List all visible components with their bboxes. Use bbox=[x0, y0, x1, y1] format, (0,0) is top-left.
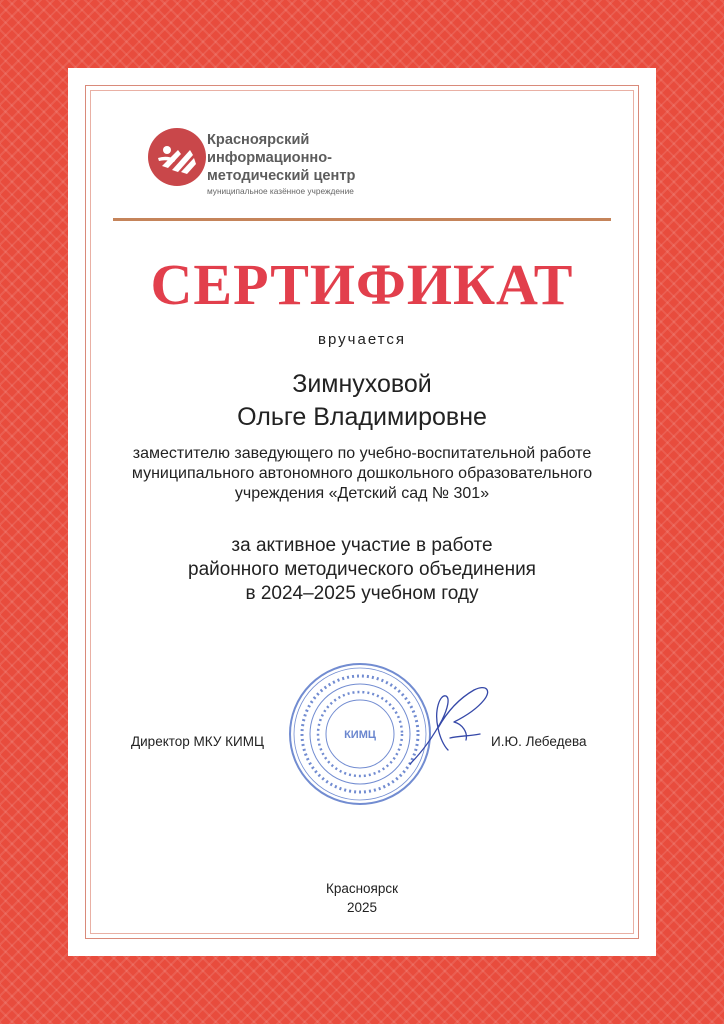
recipient-surname: Зимнуховой bbox=[292, 370, 432, 398]
position-line-2: муниципального автономного дошкольного образовательного bbox=[131, 465, 593, 482]
signatory-title: Директор МКУ КИМЦ bbox=[131, 734, 264, 749]
issue-year: 2025 bbox=[346, 900, 378, 915]
logo-subtitle: муниципальное казённое учреждение bbox=[207, 186, 354, 196]
issue-city: Красноярск bbox=[325, 881, 399, 896]
reason-line-3: в 2024–2025 учебном году bbox=[245, 583, 479, 604]
logo-name-line-3: методический центр bbox=[207, 168, 356, 184]
recipient-name bbox=[0, 368, 724, 434]
recipient-position bbox=[60, 444, 664, 504]
award-reason bbox=[60, 534, 664, 606]
issue-place-date bbox=[0, 879, 724, 917]
certificate-title: СЕРТИФИКАТ bbox=[150, 252, 574, 317]
reason-line-2: районного методического объединения bbox=[188, 559, 536, 580]
reason-line-1: за активное участие в работе bbox=[231, 535, 493, 556]
stamp-center-text: КИМЦ bbox=[344, 729, 376, 741]
logo-organization-name bbox=[207, 131, 407, 185]
awarded-text: вручается bbox=[318, 331, 406, 348]
handwritten-signature bbox=[404, 680, 496, 770]
logo-name-line-1: Красноярский bbox=[207, 132, 310, 148]
kimc-logo-icon bbox=[148, 128, 206, 186]
logo-name-line-2: информационно- bbox=[207, 150, 332, 166]
position-line-3: учреждения «Детский сад № 301» bbox=[234, 485, 490, 502]
recipient-given-names: Ольге Владимировне bbox=[237, 403, 487, 431]
position-line-1: заместителю заведующего по учебно-воспитательной работе bbox=[132, 445, 592, 462]
header-divider bbox=[113, 218, 611, 221]
signatory-name: И.Ю. Лебедева bbox=[491, 734, 587, 749]
